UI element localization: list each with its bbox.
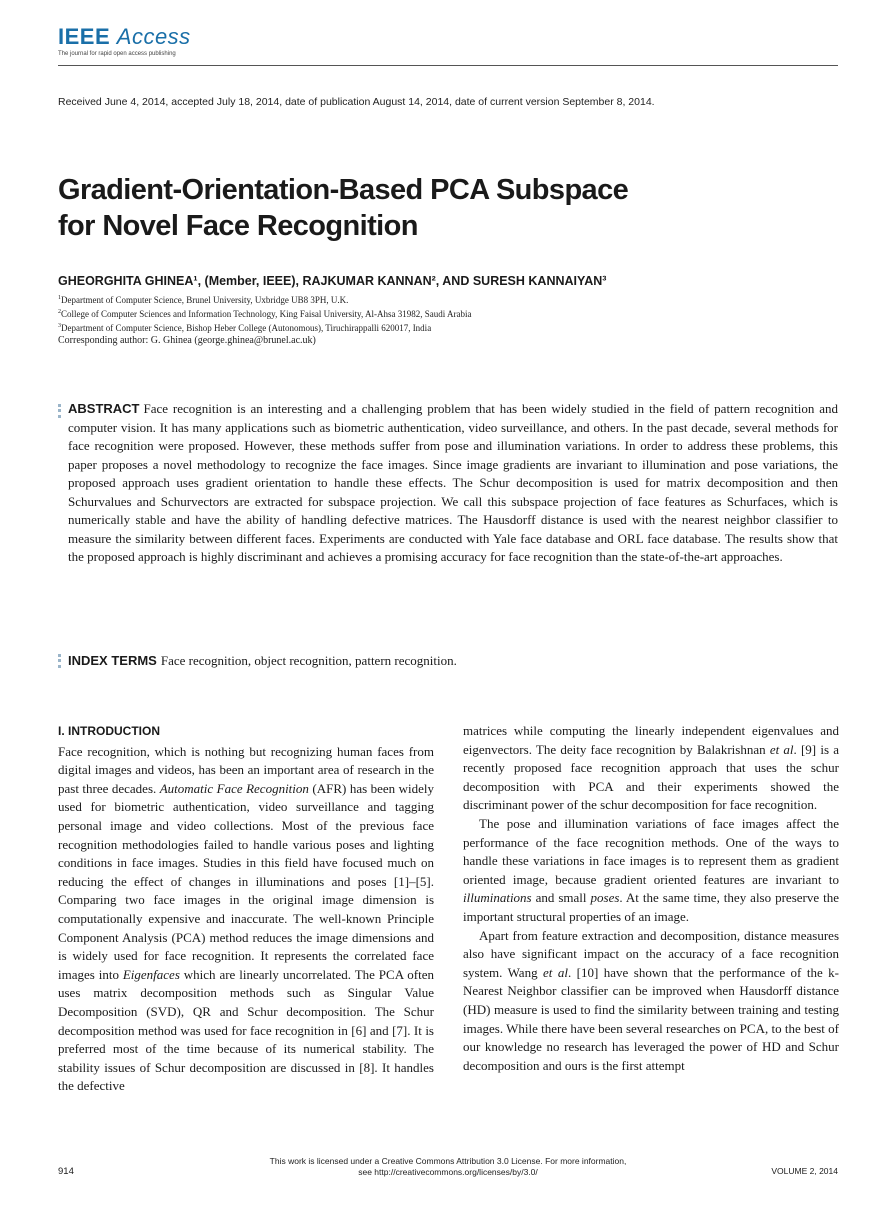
index-terms-text: INDEX TERMS Face recognition, object recognition, pattern recognition. [68, 653, 457, 668]
license-notice [0, 1156, 896, 1178]
abstract-text: ABSTRACT Face recognition is an interesting and a challenging problem that has been widely studied in the field of pattern recognition and computer vision. It has many applications such as biometric authentication, video surveillance, and others. In the past decade, several methods for face recognition were proposed. However, these methods suffer from pose and illumination variations. In order to address these problems, this paper proposes a novel methodology to recognize the face images. Since image gradients are invariant to illumination and pose variations, the proposed approach uses gradient orientation to handle these effects. The Schur decomposition is used for matrix decomposition and then Schurvalues and Schurvectors are extracted for subspace projection. We call this subspace projection of face features as Schurfaces, which is numerically stable and have the ability of handling defective matrices. The Hausdorff distance is used with the nearest neighbor classifier to measure the similarity between different faces. Experiments are conducted with Yale face database and ORL face database. The results show that the proposed approach is highly discriminant and achieves a promising accuracy for face recognition than the state-of-the-art approaches. [68, 401, 838, 564]
right-paragraph-2: The pose and illumination variations of face images affect the performance of the face recognition methods. One of the ways to handle these variations in face images is to represent them as gradient oriented image, because gradient oriented features are invariant to illuminations and small poses. At the same time, they also preserve the important structural properties of an image. [463, 815, 839, 924]
affiliation-3: $^3$Department of Computer Science, Bishop Heber College (Autonomous), Tiruchirappalli 620017, India [58, 323, 432, 333]
paper-title [58, 172, 758, 244]
header-rule [58, 65, 838, 66]
page-number: 914 [58, 1166, 74, 1177]
volume-label: VOLUME 2, 2014 [771, 1166, 838, 1176]
authors: GHEORGHITA GHINEA¹, (Member, IEEE), RAJKUMAR KANNAN², AND SURESH KANNAIYAN³ [58, 274, 607, 288]
right-column [463, 722, 839, 1075]
affiliation-2: $^2$College of Computer Sciences and Information Technology, King Faisal University, Al-Ahsa 31982, Saudi Arabia [58, 309, 472, 319]
journal-brand: IEEE Access [58, 24, 191, 49]
corresponding-author: Corresponding author: G. Ghinea (george.ghinea@brunel.ac.uk) [58, 335, 316, 346]
license-line-1: This work is licensed under a Creative Commons Attribution 3.0 License. For more information, [269, 1156, 627, 1166]
journal-tagline: The journal for rapid open access publishing [58, 51, 176, 57]
publication-dates: Received June 4, 2014, accepted July 18, 2014, date of publication August 14, 2014, date of current version September 8, 2014. [58, 96, 655, 108]
title-line-2: for Novel Face Recognition [58, 210, 418, 242]
index-terms-marker [58, 654, 64, 668]
left-column [58, 722, 434, 1096]
affiliation-1: $^1$Department of Computer Science, Brunel University, Uxbridge UB8 3PH, U.K. [58, 295, 349, 305]
license-line-2[interactable]: see http://creativecommons.org/licenses/by/3.0/ [358, 1167, 538, 1177]
right-paragraph-1: matrices while computing the linearly independent eigenvalues and eigenvectors. The deity face recognition by Balakrishnan et al. [9] is a recently proposed face recognition approach that uses the schur decomposition with PCA and their experiments showed the discriminant power of the schur decomposition for face recognition. [463, 723, 839, 813]
section-heading: I. INTRODUCTION [58, 724, 160, 738]
intro-paragraph-1: Face recognition, which is nothing but recognizing human faces from digital images and videos, has been an important area of research in the past three decades. Automatic Face Recognition (AFR) has been widely used for biometric authentication, video surveillance and tagging personal image and video collections. Most of the previous face recognition methodologies failed to handle various poses and lighting conditions in face images. Studies in this field have focused much on reducing the effect of changes in illuminations and poses [1]–[5]. Comparing two face images in the original image dimension is computationally expensive and inaccurate. The well-known Principle Component Analysis (PCA) method reduces the image dimensions and is widely used for face recognition. It represents the correlated face images into Eigenfaces which are linearly uncorrelated. The PCA often uses matrix decomposition methods such as Singular Value Decomposition (SVD), QR and Schur decomposition. The Schur decomposition method was used for face recognition in [6] and [7]. It is preferred most of the time because of its numerical stability. The stability issues of Schur decomposition are discussed in [8]. It handles the defective [58, 743, 435, 1094]
title-line-1: Gradient-Orientation-Based PCA Subspace [58, 174, 629, 206]
right-paragraph-3: Apart from feature extraction and decomposition, distance measures also have significant impact on the accuracy of a face recognition system. Wang et al. [10] have shown that the performance of the k-Nearest Neighbor classifier can be improved when Hausdorff distance (HD) measure is used to find the similarity between training and testing images. While there have been several researches on PCA, to the best of our knowledge no research has leveraged the power of HD and Schur decomposition and ours is the first attempt [463, 927, 839, 1073]
abstract-label: ABSTRACT [68, 401, 140, 416]
index-terms-block [58, 652, 838, 670]
abstract-marker [58, 404, 64, 418]
journal-logo [58, 24, 191, 57]
index-terms-label: INDEX TERMS [68, 653, 157, 668]
affiliations [58, 292, 471, 334]
abstract-block [58, 400, 838, 567]
